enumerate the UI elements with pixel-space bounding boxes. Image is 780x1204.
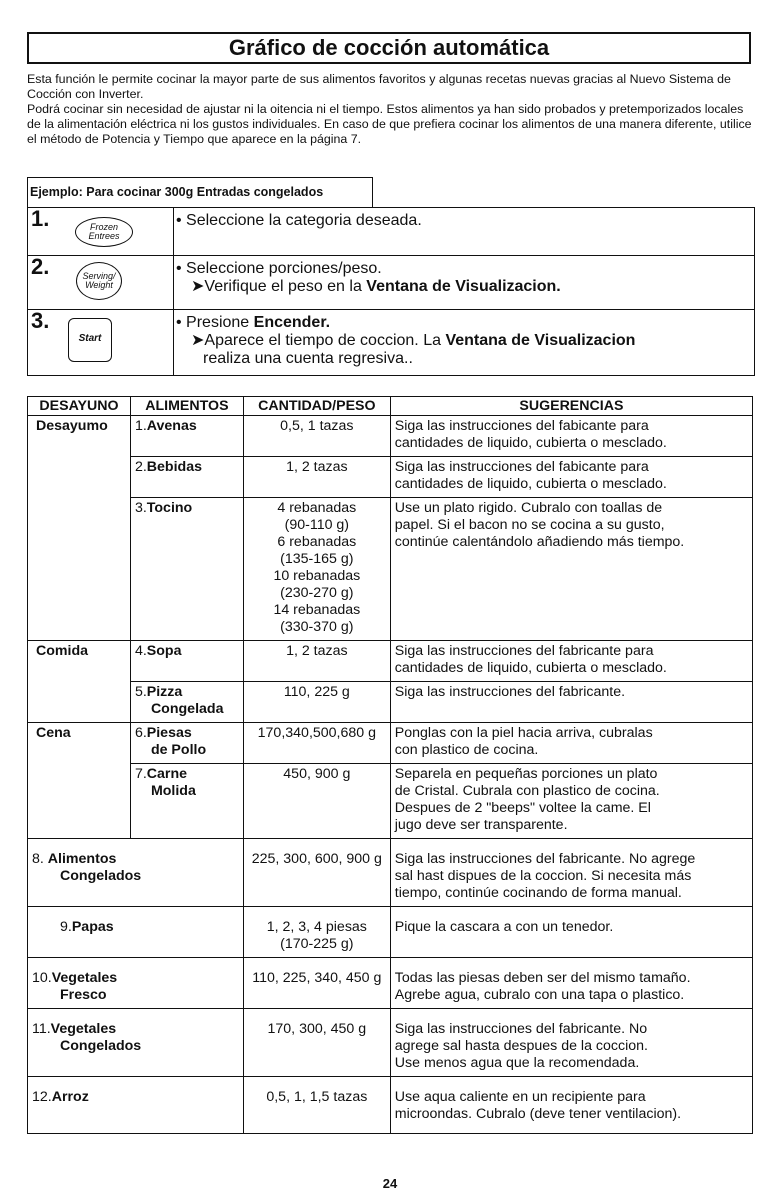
step-1-cell <box>28 208 174 256</box>
food-quantity: 225, 300, 600, 900 g <box>243 839 390 907</box>
food-name: 9.Papas <box>28 907 244 958</box>
food-quantity: 0,5, 1, 1,5 tazas <box>243 1077 390 1134</box>
category-cena: Cena <box>28 723 131 764</box>
food-suggestion: Use un plato rigido. Cubralo con toallas de papel. Si el bacon no se cocina a su gusto, continúe calentándolo añadiendo más tiempo. <box>390 498 752 641</box>
food-quantity: 1, 2 tazas <box>243 641 390 682</box>
food-suggestion: Ponglas con la piel hacia arriva, cubralas con plastico de cocina. <box>390 723 752 764</box>
food-suggestion: Pique la cascara a con un tenedor. <box>390 907 752 958</box>
food-quantity: 1, 2, 3, 4 piesas (170-225 g) <box>243 907 390 958</box>
start-button-icon: Start <box>68 318 112 362</box>
food-quantity: 450, 900 g <box>243 764 390 839</box>
food-quantity: 4 rebanadas (90-110 g) 6 rebanadas (135-165 g) 10 rebanadas (230-270 g) 14 rebanadas (330-370 g) <box>243 498 390 641</box>
food-name: 5.Pizza Congelada <box>130 682 243 723</box>
food-name: 4.Sopa <box>130 641 243 682</box>
food-suggestion: Siga las instrucciones del fabricante. <box>390 682 752 723</box>
food-quantity: 110, 225, 340, 450 g <box>243 958 390 1009</box>
auto-cook-chart <box>27 396 753 1134</box>
table-row <box>28 958 753 1009</box>
step-2-cell <box>28 256 174 310</box>
step-2-number: 2. <box>31 254 50 279</box>
table-row <box>28 1009 753 1077</box>
table-row <box>28 1077 753 1134</box>
step-row-3 <box>28 310 755 376</box>
category-desayuno: Desayumo <box>28 416 131 457</box>
table-row <box>28 641 753 682</box>
step-row-1 <box>28 208 755 256</box>
table-row <box>28 457 753 498</box>
food-quantity: 0,5, 1 tazas <box>243 416 390 457</box>
food-suggestion: Separela en pequeñas porciones un plato de Cristal. Cubrala con plastico de cocina. Despues de 2 "beeps" voltee la came. El jugo deve ser transparente. <box>390 764 752 839</box>
table-row <box>28 764 753 839</box>
intro-paragraph-1: Esta función le permite cocinar la mayor parte de sus alimentos favoritos y algunas recetas nuevas gracias al Nuevo Sistema de Cocción con Inverter. <box>27 72 731 101</box>
page-number: 24 <box>382 1176 398 1191</box>
table-row <box>28 498 753 641</box>
step-2-instruction: • Seleccione porciones/peso. ➤Verifique el peso en la Ventana de Visualizacion. <box>174 256 755 310</box>
food-quantity: 170, 300, 450 g <box>243 1009 390 1077</box>
food-suggestion: Todas las piesas deben ser del mismo tamaño. Agrebe agua, cubralo con una tapa o plastico. <box>390 958 752 1009</box>
frozen-entrees-button-icon: Frozen Entrees <box>75 217 133 247</box>
food-suggestion: Siga las instrucciones del fabicante para cantidades de liquido, cubierta o mesclado. <box>390 457 752 498</box>
food-name: 2.Bebidas <box>130 457 243 498</box>
food-name: 3.Tocino <box>130 498 243 641</box>
step-3-number: 3. <box>31 308 50 333</box>
food-name: 8. Alimentos Congelados <box>28 839 244 907</box>
food-name: 10.Vegetales Fresco <box>28 958 244 1009</box>
category-comida: Comida <box>28 641 131 682</box>
steps-table <box>27 207 755 376</box>
header-desayuno: DESAYUNO <box>28 397 131 416</box>
food-quantity: 170,340,500,680 g <box>243 723 390 764</box>
table-row <box>28 682 753 723</box>
step-3-cell <box>28 310 174 376</box>
food-name: 7.Carne Molida <box>130 764 243 839</box>
serving-weight-button-icon: Serving/ Weight <box>76 262 122 300</box>
food-suggestion: Siga las instrucciones del fabicante para cantidades de liquido, cubierta o mesclado. <box>390 416 752 457</box>
header-sugerencias: SUGERENCIAS <box>390 397 752 416</box>
step-3-instruction: • Presione Encender. ➤Aparece el tiempo de coccion. La Ventana de Visualizacion realiza una cuenta regresiva.. <box>174 310 755 376</box>
food-suggestion: Siga las instrucciones del fabricante. No agrege sal hasta despues de la coccion. Use menos agua que la recomendada. <box>390 1009 752 1077</box>
chart-header-row <box>28 397 753 416</box>
table-row <box>28 907 753 958</box>
header-alimentos: ALIMENTOS <box>130 397 243 416</box>
table-row <box>28 416 753 457</box>
food-suggestion: Siga las instrucciones del fabricante para cantidades de liquido, cubierta o mesclado. <box>390 641 752 682</box>
food-quantity: 1, 2 tazas <box>243 457 390 498</box>
food-quantity: 110, 225 g <box>243 682 390 723</box>
step-1-instruction: • Seleccione la categoria deseada. <box>174 208 755 256</box>
table-row <box>28 839 753 907</box>
page-title: Gráfico de cocción automática <box>27 32 751 64</box>
example-label: Ejemplo: Para cocinar 300g Entradas congelados <box>27 177 373 207</box>
food-suggestion: Siga las instrucciones del fabricante. No agrege sal hast dispues de la coccion. Si necesita más tiempo, continúe cocinando de forma manual. <box>390 839 752 907</box>
food-name: 1.Avenas <box>130 416 243 457</box>
food-name: 12.Arroz <box>28 1077 244 1134</box>
header-cantidad: CANTIDAD/PESO <box>243 397 390 416</box>
step-1-number: 1. <box>31 206 50 231</box>
intro-text <box>27 72 755 147</box>
food-name: 11.Vegetales Congelados <box>28 1009 244 1077</box>
table-row <box>28 723 753 764</box>
step-row-2 <box>28 256 755 310</box>
food-name: 6.Piesas de Pollo <box>130 723 243 764</box>
intro-paragraph-2: Podrá cocinar sin necesidad de ajustar ni la oitencia ni el tiempo. Estos alimentos ya han sido probados y pretemporizados locales de la alimentación eléctrica ni los gustos individuales. En caso de que prefiera cocinar los alimentos de una manera diferente, utilice el método de Potencia y Tiempo que aparece en la página 7. <box>27 102 752 146</box>
food-suggestion: Use aqua caliente en un recipiente para microondas. Cubralo (deve tener ventilacion). <box>390 1077 752 1134</box>
